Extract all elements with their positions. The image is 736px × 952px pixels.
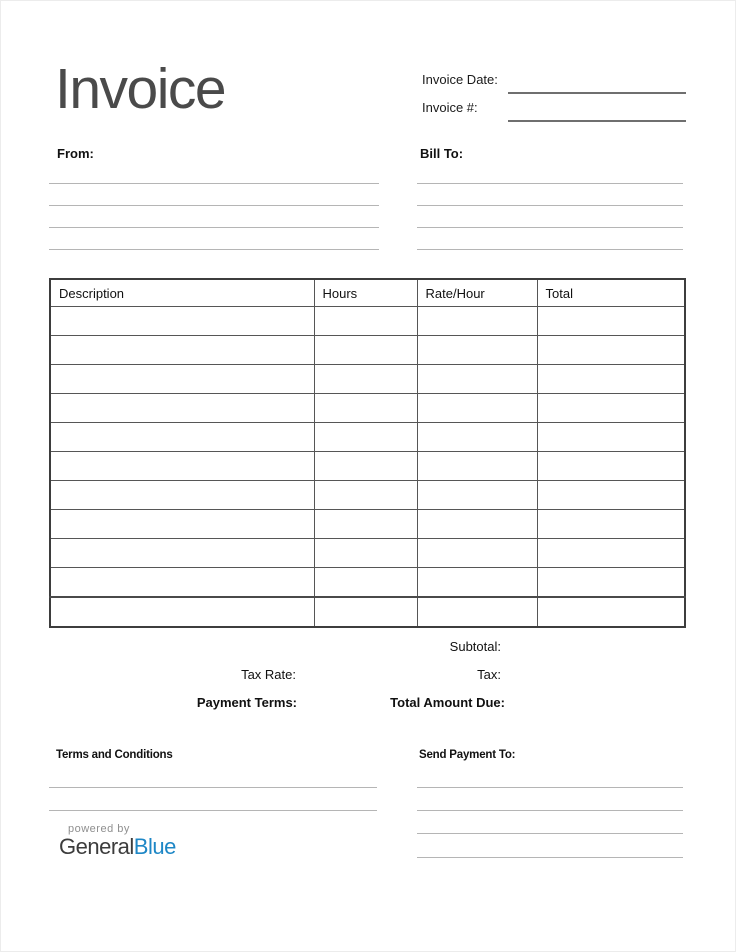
table-cell (537, 307, 685, 336)
table-cell (50, 539, 314, 568)
table-cell (417, 394, 537, 423)
logo-blue-text: Blue (133, 834, 176, 859)
tax-rate-label: Tax Rate: (241, 667, 296, 682)
bill-to-writing-line (417, 249, 683, 250)
column-header-description: Description (50, 279, 314, 307)
column-header-rate-hour: Rate/Hour (417, 279, 537, 307)
table-cell (50, 394, 314, 423)
table-cell (50, 452, 314, 481)
payment-terms-label: Payment Terms: (196, 695, 297, 710)
table-cell (417, 336, 537, 365)
table-cell (537, 423, 685, 452)
total-amount-due-label: Total Amount Due: (390, 695, 505, 710)
table-cell (50, 568, 314, 598)
bill-to-writing-line (417, 205, 683, 206)
send-payment-writing-line (417, 833, 683, 834)
table-cell (537, 452, 685, 481)
table-cell (50, 597, 314, 627)
table-row (50, 394, 685, 423)
table-cell (50, 423, 314, 452)
table-cell (314, 568, 417, 598)
table-cell (314, 597, 417, 627)
table-cell (417, 481, 537, 510)
table-row (50, 365, 685, 394)
table-cell (417, 539, 537, 568)
column-header-hours: Hours (314, 279, 417, 307)
column-header-total: Total (537, 279, 685, 307)
table-cell (417, 452, 537, 481)
table-cell (314, 365, 417, 394)
invoice-date-label: Invoice Date: (422, 72, 498, 87)
from-label: From: (57, 146, 94, 161)
table-cell (50, 336, 314, 365)
bill-to-writing-line (417, 227, 683, 228)
from-writing-line (49, 205, 379, 206)
table-row (50, 510, 685, 539)
bill-to-writing-line (417, 183, 683, 184)
line-items-header (50, 279, 685, 307)
bill-to-label: Bill To: (420, 146, 464, 161)
table-row (50, 307, 685, 336)
table-cell (537, 336, 685, 365)
table-cell (537, 481, 685, 510)
invoice-number-line (508, 120, 686, 122)
table-cell (314, 394, 417, 423)
table-row (50, 452, 685, 481)
table-cell (537, 365, 685, 394)
invoice-number-label: Invoice #: (422, 100, 478, 115)
from-writing-line (49, 183, 379, 184)
table-cell (50, 510, 314, 539)
line-items-table (49, 278, 686, 628)
table-cell (537, 568, 685, 598)
send-payment-writing-line (417, 857, 683, 858)
terms-and-conditions-label: Terms and Conditions (56, 749, 173, 761)
table-cell (537, 597, 685, 627)
table-cell (314, 539, 417, 568)
table-cell (50, 307, 314, 336)
table-cell (314, 336, 417, 365)
page-title: Invoice (55, 57, 226, 121)
send-payment-writing-line (417, 810, 683, 811)
tax-label: Tax: (477, 667, 501, 682)
table-cell (314, 481, 417, 510)
general-blue-logo (59, 835, 176, 859)
send-payment-to-label: Send Payment To: (419, 749, 516, 761)
table-cell (314, 307, 417, 336)
table-row (50, 336, 685, 365)
table-cell (417, 510, 537, 539)
terms-writing-line (49, 810, 377, 811)
send-payment-writing-line (417, 787, 683, 788)
from-writing-line (49, 227, 379, 228)
table-cell (537, 394, 685, 423)
table-cell (314, 423, 417, 452)
table-row (50, 568, 685, 598)
table-row (50, 539, 685, 568)
table-row (50, 481, 685, 510)
table-cell (537, 539, 685, 568)
table-cell (417, 423, 537, 452)
table-cell (417, 568, 537, 598)
table-cell (314, 510, 417, 539)
invoice-date-line (508, 92, 686, 94)
table-row (50, 423, 685, 452)
terms-writing-line (49, 787, 377, 788)
table-row (50, 597, 685, 627)
table-cell (417, 597, 537, 627)
logo-general-text: General (59, 834, 134, 859)
table-cell (314, 452, 417, 481)
table-cell (417, 307, 537, 336)
table-cell (50, 481, 314, 510)
table-cell (50, 365, 314, 394)
powered-by-text: powered by (68, 823, 130, 835)
table-cell (537, 510, 685, 539)
subtotal-label: Subtotal: (449, 639, 501, 654)
from-writing-line (49, 249, 379, 250)
table-cell (417, 365, 537, 394)
